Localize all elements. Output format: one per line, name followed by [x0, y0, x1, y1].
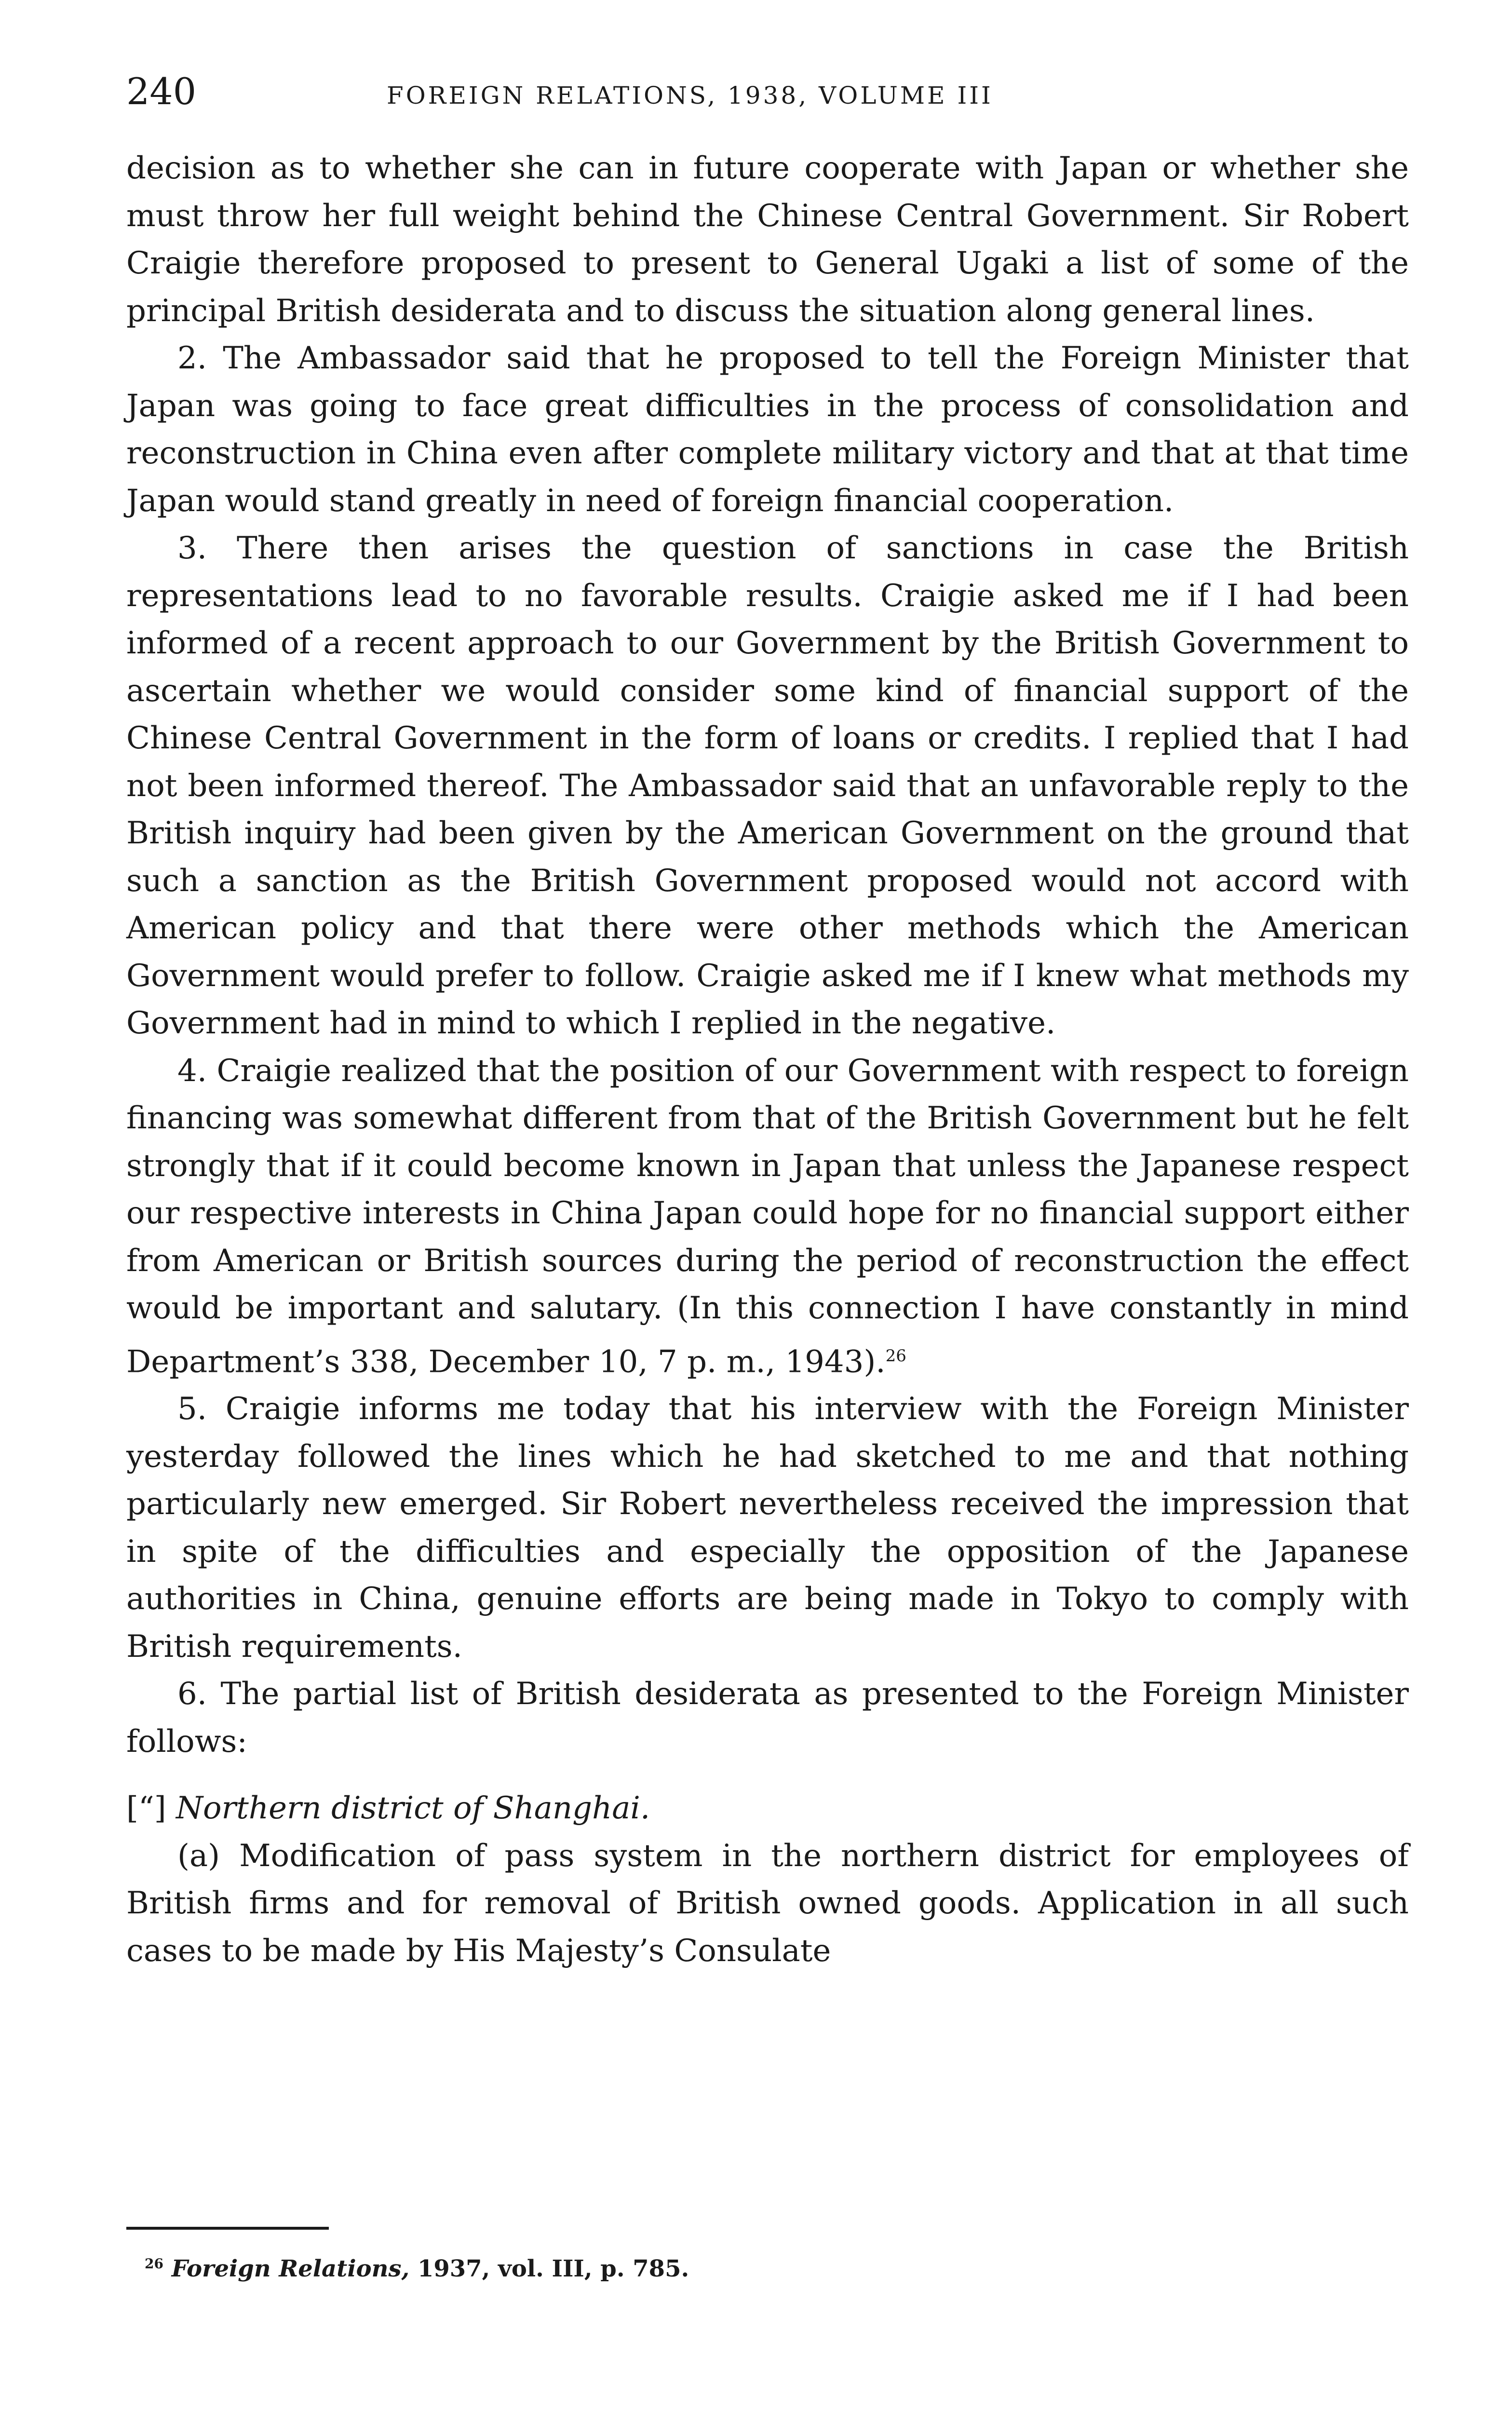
footnote	[145, 2245, 1302, 2288]
paragraph-4	[126, 1047, 1409, 1386]
open-quote: [“]	[126, 1790, 166, 1827]
footnote-citation: 1937, vol. III, p. 785.	[417, 2255, 689, 2282]
footnote-rule	[126, 2227, 329, 2230]
section-heading: Northern district of Shanghai.	[176, 1790, 650, 1827]
page-number: 240	[126, 70, 197, 113]
paragraph-5: 5. Craigie informs me today that his interview with the Foreign Minister yesterday followed the lines which he had sketched to me and that nothing particularly new emerged. Sir Robert nevertheless received the impression that in spite of the difficulties and especially the opposition of the Japanese authorities in China, genuine efforts are being made in Tokyo to comply with British requirements.	[126, 1391, 1409, 1665]
paragraph-continuation: decision as to whether she can in future cooperate with Japan or whether she must throw her full weight behind the Chinese Central Government. Sir Robert Craigie therefore proposed to present to General Ugaki a list of some of the principal British desiderata and to discuss the situation along general lines.	[126, 150, 1409, 329]
paragraph-4-text: 4. Craigie realized that the position of our Government with respect to foreign financing was somewhat different from that of the British Government but he felt strongly that if it could become known in Japan that unless the Japanese respect our respective interests in China Japan could hope for no financial support either from American or British sources during the period of reconstruction the effect would be important and salutary. (In this connection I have constantly in mind Department’s 338, December 10, 7 p. m., 1943).	[126, 1053, 1409, 1380]
paragraph-2: 2. The Ambassador said that he proposed to tell the Foreign Minister that Japan was going to face great difficulties in the process of consolidation and reconstruction in China even after complete military victory and that at that time Japan would stand greatly in need of foreign financial cooperation.	[126, 340, 1409, 519]
footnote-reference: 26	[885, 1346, 906, 1366]
footnote-marker: 26	[145, 2256, 163, 2272]
running-title: FOREIGN RELATIONS, 1938, VOLUME III	[387, 81, 993, 109]
page-header	[126, 68, 1409, 121]
footnote-title: Foreign Relations,	[171, 2255, 410, 2282]
body-text	[126, 145, 1409, 1975]
section-heading-line	[126, 1785, 1409, 1832]
paragraph-3: 3. There then arises the question of sanctions in case the British representations lead to no favorable results. Craigie asked me if I had been informed of a recent approach to our Government by the British Government to ascertain whether we would consider some kind of financial support of the Chinese Central Government in the form of loans or credits. I replied that I had not been informed thereof. The Ambassador said that an unfavorable reply to the British inquiry had been given by the American Government on the ground that such a sanction as the British Government proposed would not accord with American policy and that there were other methods which the American Government would prefer to follow. Craigie asked me if I knew what methods my Government had in mind to which I replied in the negative.	[126, 530, 1409, 1041]
item-a-text: Modification of pass system in the northern district for employees of British firms and for removal of British owned goods. Application in all such cases to be made by His Majesty’s Consulate	[126, 1838, 1409, 1969]
item-a-label: (a)	[177, 1838, 220, 1874]
paragraph-6: 6. The partial list of British desiderata as presented to the Foreign Minister follows:	[126, 1676, 1409, 1760]
item-a	[126, 1832, 1409, 1975]
